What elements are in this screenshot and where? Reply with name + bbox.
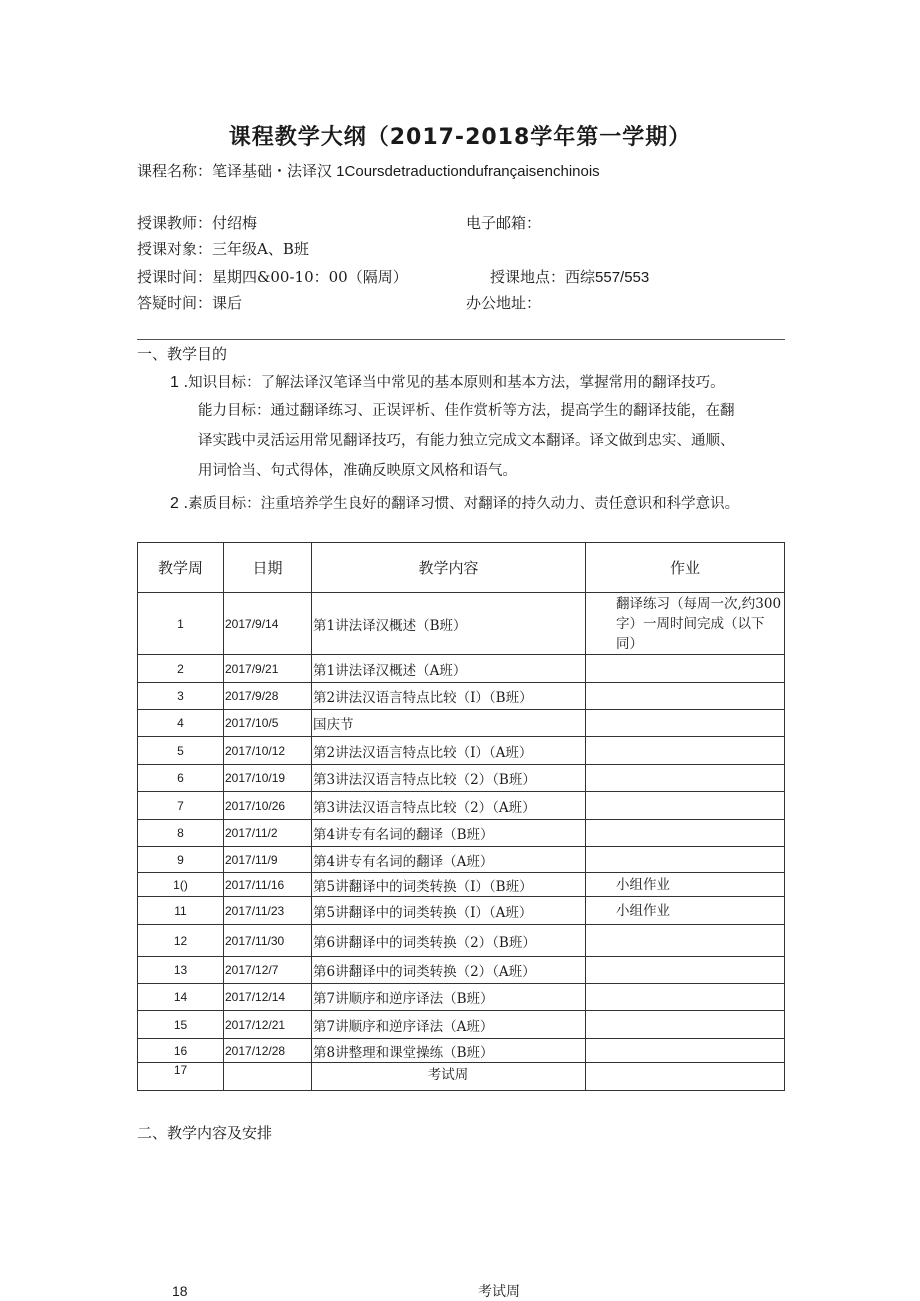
homework-cell xyxy=(586,925,785,957)
homework-cell xyxy=(586,1011,785,1039)
table-row xyxy=(138,847,785,873)
office-row xyxy=(466,292,541,313)
qa-label: 答疑时间： xyxy=(137,294,213,312)
homework-cell xyxy=(586,957,785,984)
office-label: 办公地址： xyxy=(466,294,542,312)
table-row xyxy=(138,820,785,847)
time-value: 星期四&00-10：00（隔周） xyxy=(212,268,408,286)
table-row xyxy=(138,925,785,957)
footer-week: 18 xyxy=(172,1283,188,1299)
teacher-value: 付绍梅 xyxy=(212,214,258,232)
week-cell: 8 xyxy=(138,820,224,847)
table-row xyxy=(138,593,785,655)
objective-2-number: 2 xyxy=(170,495,179,512)
objective-2-text: .素质目标：注重培养学生良好的翻译习惯、对翻译的持久动力、责任意识和科学意识。 xyxy=(183,496,740,512)
time-row xyxy=(137,266,408,287)
date-cell: 2017/9/14 xyxy=(224,593,312,655)
divider-line xyxy=(137,339,785,340)
content-cell: 第8讲整理和课堂操练（B班） xyxy=(312,1039,586,1063)
homework-cell xyxy=(586,792,785,820)
location-label: 授课地点： xyxy=(490,268,566,286)
homework-cell xyxy=(586,847,785,873)
date-cell: 2017/11/16 xyxy=(224,873,312,897)
table-row xyxy=(138,792,785,820)
homework-cell xyxy=(586,1063,785,1091)
header-homework: 作业 xyxy=(586,543,785,593)
week-cell: 1 xyxy=(138,593,224,655)
content-cell: 第7讲顺序和逆序译法（A班） xyxy=(312,1011,586,1039)
course-name-row xyxy=(137,160,600,181)
table-row xyxy=(138,873,785,897)
qa-value: 课后 xyxy=(212,294,243,312)
content-cell: 第2讲法汉语言特点比较（I）（A班） xyxy=(312,737,586,765)
week-cell: 7 xyxy=(138,792,224,820)
content-cell: 第1讲法译汉概述（B班） xyxy=(312,593,586,655)
week-cell: 17 xyxy=(138,1063,224,1091)
homework-cell: 小组作业 xyxy=(586,873,785,897)
teacher-row xyxy=(137,212,257,233)
date-cell: 2017/10/19 xyxy=(224,765,312,792)
target-value: 三年级A、B班 xyxy=(212,240,309,258)
date-cell: 2017/11/9 xyxy=(224,847,312,873)
date-cell: 2017/9/28 xyxy=(224,683,312,710)
homework-cell xyxy=(586,820,785,847)
content-cell: 第6讲翻译中的词类转换（2）（B班） xyxy=(312,925,586,957)
email-row xyxy=(466,212,541,233)
location-value: 西综557/553 xyxy=(565,269,650,286)
homework-cell xyxy=(586,683,785,710)
table-row xyxy=(138,765,785,792)
homework-cell xyxy=(586,765,785,792)
week-cell: 3 xyxy=(138,683,224,710)
content-cell: 第4讲专有名词的翻译（A班） xyxy=(312,847,586,873)
table-row xyxy=(138,1011,785,1039)
content-cell: 第4讲专有名词的翻译（B班） xyxy=(312,820,586,847)
objective-ability-line1: 能力目标：通过翻译练习、正误评析、佳作赏析等方法，提高学生的翻译技能，在翻 xyxy=(198,403,735,419)
homework-cell: 翻译练习（每周一次,约300字）一周时间完成（以下同） xyxy=(586,593,785,655)
table-body xyxy=(138,593,785,1091)
content-cell: 第3讲法汉语言特点比较（2）（A班） xyxy=(312,792,586,820)
date-cell: 2017/12/7 xyxy=(224,957,312,984)
course-name-label: 课程名称： xyxy=(137,162,213,180)
content-cell: 第7讲顺序和逆序译法（B班） xyxy=(312,984,586,1011)
objective-1-text: .知识目标：了解法译汉笔译当中常见的基本原则和基本方法，掌握常用的翻译技巧。 xyxy=(183,375,725,391)
content-cell: 考试周 xyxy=(312,1063,586,1091)
time-label: 授课时间： xyxy=(137,268,213,286)
date-cell: 2017/12/14 xyxy=(224,984,312,1011)
homework-cell xyxy=(586,655,785,683)
target-label: 授课对象： xyxy=(137,240,213,258)
date-cell: 2017/12/28 xyxy=(224,1039,312,1063)
page-title: 课程教学大纲（2017-2018学年第一学期） xyxy=(228,125,692,150)
content-cell: 国庆节 xyxy=(312,710,586,737)
objective-knowledge xyxy=(170,368,725,398)
table-row xyxy=(138,957,785,984)
header-content: 教学内容 xyxy=(312,543,586,593)
schedule-table xyxy=(137,542,785,1091)
content-cell: 第6讲翻译中的词类转换（2）（A班） xyxy=(312,957,586,984)
objective-quality xyxy=(170,489,739,519)
qa-row xyxy=(137,292,242,313)
objective-ability-line2: 译实践中灵活运用常见翻译技巧，有能力独立完成文本翻译。译文做到忠实、通顺、 xyxy=(198,433,735,449)
content-cell: 第5讲翻译中的词类转换（I）（A班） xyxy=(312,897,586,925)
objective-1-number: 1 xyxy=(170,374,179,391)
homework-cell xyxy=(586,737,785,765)
objective-ability-line3: 用词恰当、句式得体，准确反映原文风格和语气。 xyxy=(198,463,517,479)
course-name-value: 笔译基础・法译汉 1Coursdetraductiondufrançaisenchinois xyxy=(212,163,600,180)
section1-heading: 一、教学目的 xyxy=(137,345,228,363)
date-cell: 2017/10/26 xyxy=(224,792,312,820)
header-week: 教学周 xyxy=(138,543,224,593)
date-cell: 2017/9/21 xyxy=(224,655,312,683)
week-cell: 9 xyxy=(138,847,224,873)
table-row xyxy=(138,683,785,710)
week-cell: 1() xyxy=(138,873,224,897)
homework-cell xyxy=(586,1039,785,1063)
date-cell xyxy=(224,1063,312,1091)
footer-content: 考试周 xyxy=(478,1284,520,1300)
homework-cell xyxy=(586,984,785,1011)
table-header-row xyxy=(138,543,785,593)
week-cell: 14 xyxy=(138,984,224,1011)
table-row xyxy=(138,1063,785,1091)
content-cell: 第5讲翻译中的词类转换（I）（B班） xyxy=(312,873,586,897)
email-label: 电子邮箱： xyxy=(466,214,542,232)
section2-heading: 二、教学内容及安排 xyxy=(137,1124,273,1142)
date-cell: 2017/11/30 xyxy=(224,925,312,957)
week-cell: 12 xyxy=(138,925,224,957)
date-cell: 2017/11/23 xyxy=(224,897,312,925)
week-cell: 2 xyxy=(138,655,224,683)
week-cell: 4 xyxy=(138,710,224,737)
week-cell: 16 xyxy=(138,1039,224,1063)
date-cell: 2017/10/5 xyxy=(224,710,312,737)
week-cell: 13 xyxy=(138,957,224,984)
target-row xyxy=(137,238,309,259)
week-cell: 11 xyxy=(138,897,224,925)
table-row xyxy=(138,737,785,765)
date-cell: 2017/10/12 xyxy=(224,737,312,765)
header-date: 日期 xyxy=(224,543,312,593)
homework-cell xyxy=(586,710,785,737)
week-cell: 6 xyxy=(138,765,224,792)
content-cell: 第3讲法汉语言特点比较（2）（B班） xyxy=(312,765,586,792)
location-row xyxy=(490,266,649,287)
teacher-label: 授课教师： xyxy=(137,214,213,232)
date-cell: 2017/12/21 xyxy=(224,1011,312,1039)
table-row xyxy=(138,710,785,737)
table-row xyxy=(138,984,785,1011)
table-row xyxy=(138,655,785,683)
table-row xyxy=(138,1039,785,1063)
table-row xyxy=(138,897,785,925)
homework-cell: 小组作业 xyxy=(586,897,785,925)
content-cell: 第1讲法译汉概述（A班） xyxy=(312,655,586,683)
week-cell: 5 xyxy=(138,737,224,765)
date-cell: 2017/11/2 xyxy=(224,820,312,847)
content-cell: 第2讲法汉语言特点比较（I）（B班） xyxy=(312,683,586,710)
week-cell: 15 xyxy=(138,1011,224,1039)
